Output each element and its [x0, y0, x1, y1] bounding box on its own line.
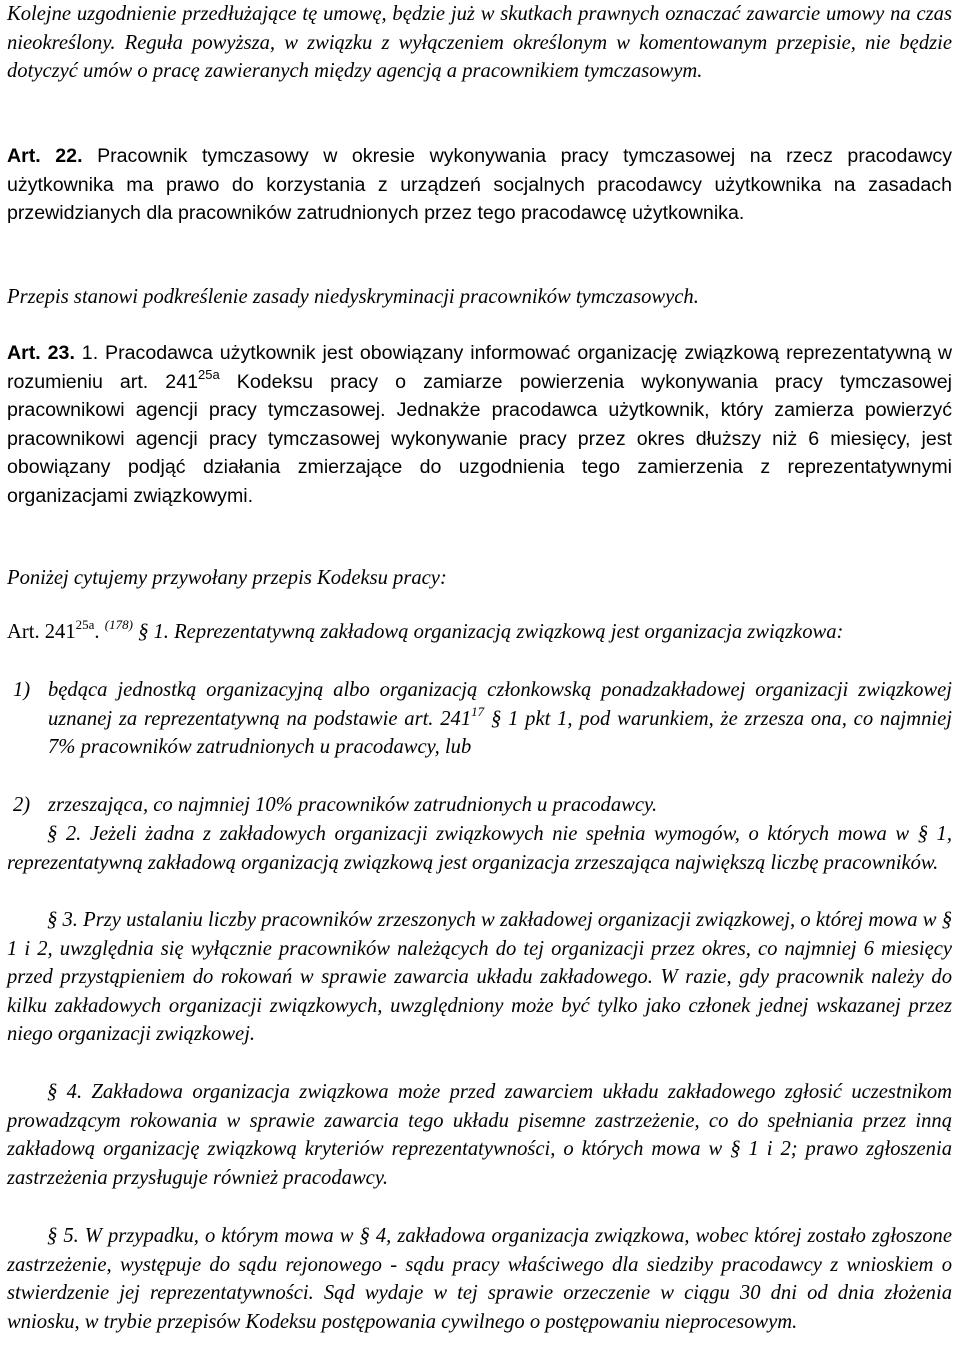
art23-label: Art. 23. [7, 342, 75, 364]
kp-par3 [7, 906, 952, 1049]
art23-paragraph [7, 339, 952, 511]
quote-intro [7, 564, 952, 593]
kp-par2 [7, 820, 952, 877]
kp-par2-text: § 2. Jeżeli żadna z zakładowych organizacji związkowych nie spełnia wymogów, o których mowa w § 1, reprezentatywną zakładową organizacją związkową jest organizacja zrzeszająca największą liczbę pracowników. [7, 823, 952, 874]
intro-paragraph [7, 0, 952, 86]
kp-par3-text: § 3. Przy ustalaniu liczby pracowników zrzeszonych w zakładowej organizacji związkowej, o której mowa w § 1 i 2, uwzględnia się wyłącznie pracowników należących do tej organizacji przez okres, co najmniej 6 miesięcy przed przystąpieniem do rokowań w sprawie zawarcia układu zakładowego. W razie, gdy pracownik należy do kilku zakładowych organizacji związkowych, uwzględniony może być tylko jako członek jednej wskazanej przez niego organizacji związkowej. [7, 909, 952, 1046]
intro-paragraph-text: Kolejne uzgodnienie przedłużające tę umowę, będzie już w skutkach prawnych oznaczać zawarcie umowy na czas nieokreślony. Reguła powyższa, w związku z wyłączeniem określonym w komentowanym przepisie, nie będzie dotyczyć umów o pracę zawieranych między agencją a pracownikiem tymczasowym. [7, 3, 952, 83]
art23-superscript: 25a [198, 366, 220, 382]
art22-paragraph [7, 142, 952, 228]
kp-list-item-2-number: 2) [13, 794, 31, 816]
kp-list-item-1-sup: 17 [471, 703, 485, 719]
kp-par5-text: § 5. W przypadku, o którym mowa w § 4, zakładowa organizacja związkowa, wobec której zostało zgłoszone zastrzeżenie, występuje do sądu rejonowego - sądu pracy właściwego dla siedziby pracodawcy z wnioskiem o stwierdzenie jej reprezentatywności. Sąd wydaje w tej sprawie orzeczenie w ciągu 30 dni od dnia złożenia wniosku, w trybie przepisów Kodeksu postępowania cywilnego o postępowaniu nieprocesowym. [7, 1225, 952, 1333]
kp-article-footnote-ref: (178) [104, 617, 133, 632]
quote-intro-text: Poniżej cytujemy przywołany przepis Kodeksu pracy: [7, 567, 447, 589]
art22-comment [7, 283, 952, 312]
kp-par4 [7, 1078, 952, 1192]
kp-list-item-1 [7, 676, 952, 762]
kp-list-item-2-text: zrzeszająca, co najmniej 10% pracowników zatrudnionych u pracodawcy. [48, 794, 658, 816]
art23-text-part2: Kodeksu pracy o zamiarze powierzenia wykonywania pracy tymczasowej pracownikowi agencji pracy tymczasowej. Jednakże pracodawca użytkownik, który zamierza powierzyć pracownikowi agencji pracy tymczasowej wykonywanie pracy przez okres dłuższy niż 6 miesięcy, jest obowiązany podjąć działania zmierzające do uzgodnienia tego zamierzenia z reprezentatywnymi organizacjami związkowymi. [7, 370, 952, 507]
kp-article-label: Art. 241 [7, 621, 76, 643]
kp-list-item-1-body [48, 676, 952, 762]
kp-list-item-1-text-b: § 1 pkt 1, pod warunkiem, że zrzesza ona, co najmniej 7% pracowników zatrudnionych u pracodawcy, lub [48, 707, 952, 759]
kp-par5 [7, 1222, 952, 1336]
kp-article-sup1: 25a [75, 617, 95, 632]
art22-comment-text: Przepis stanowi podkreślenie zasady niedyskryminacji pracowników tymczasowych. [7, 286, 699, 308]
kp-list-item-2-body [48, 791, 952, 820]
art23-text-part1: 1. Pracodawca użytkownik jest obowiązany informować organizację związkową reprezentatywną w rozumieniu art. 241 [7, 342, 952, 393]
kp-par1-text: § 1. Reprezentatywną zakładową organizacją związkową jest organizacja związkowa: [138, 621, 844, 643]
kp-list-item-1-text-a: będąca jednostką organizacyjną albo organizacją członkowską ponadzakładowej organizacji związkowej uznanej za reprezentatywną na podstawie art. 241 [48, 679, 952, 730]
kp-article-par1 [7, 618, 952, 647]
art22-label: Art. 22. [7, 145, 83, 167]
art22-text: Pracownik tymczasowy w okresie wykonywania pracy tymczasowej na rzecz pracodawcy użytkownika ma prawo do korzystania z urządzeń socjalnych pracodawcy użytkownika na zasadach przewidzianych dla pracowników zatrudnionych przez tego pracodawcę użytkownika. [7, 145, 952, 225]
kp-list-item-1-number: 1) [13, 679, 31, 701]
kp-list-item-2 [7, 791, 952, 820]
kp-article-dot: . [94, 621, 100, 643]
kp-par4-text: § 4. Zakładowa organizacja związkowa może przed zawarciem układu zakładowego zgłosić uczestnikom prowadzącym rokowania w sprawie zawarcia tego układu pisemne zastrzeżenie, co do spełniania przez inną zakładową organizację związkową kryteriów reprezentatywności, o których mowa w § 1 i 2; prawo zgłoszenia zastrzeżenia przysługuje również pracodawcy. [7, 1081, 952, 1189]
